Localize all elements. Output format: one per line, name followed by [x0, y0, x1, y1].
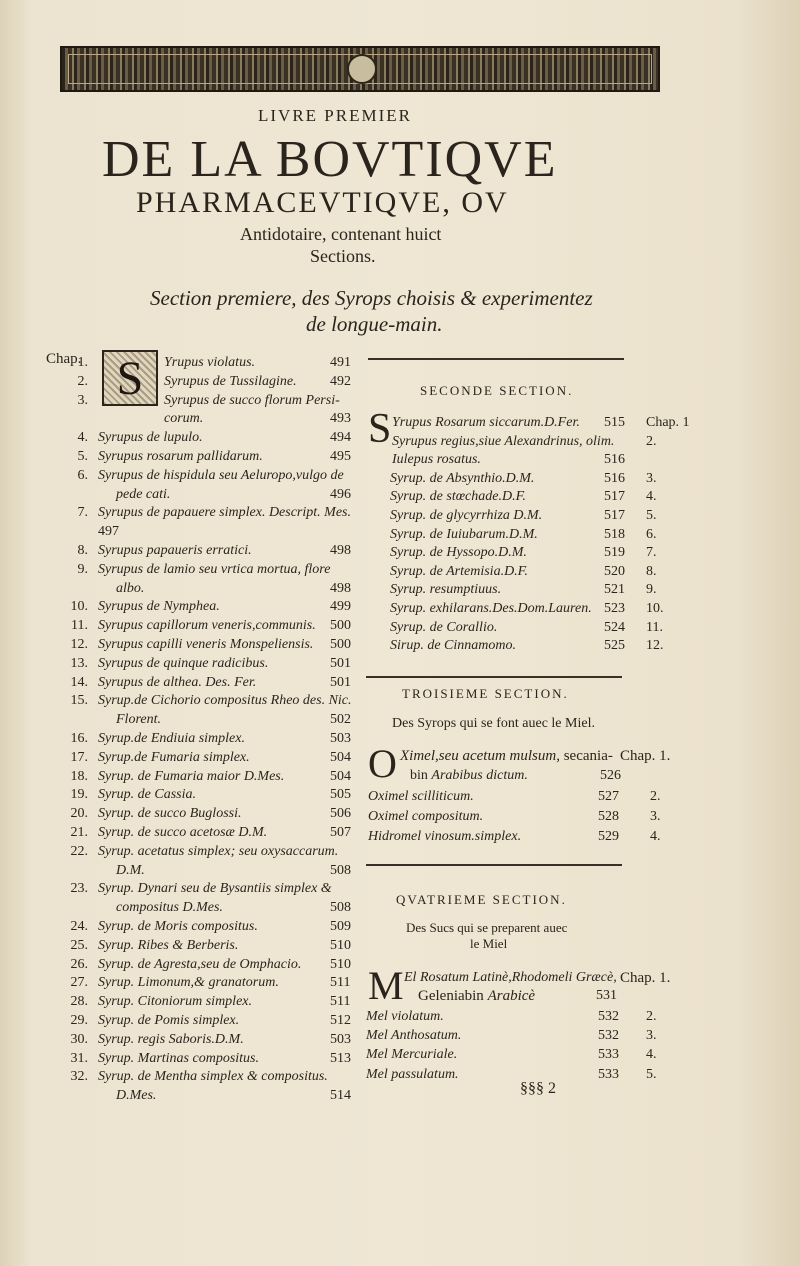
list-item [54, 768, 360, 786]
troisieme-line1-latin: Ximel,seu acetum mulsum, [400, 748, 560, 764]
chapter-number: 4. [646, 1047, 657, 1063]
page-number: 501 [330, 655, 351, 671]
list-item [370, 563, 686, 581]
entry-title: pede cati. [116, 486, 171, 502]
list-item [54, 636, 360, 654]
page-number: 533 [598, 1066, 619, 1082]
list-item [54, 617, 360, 635]
list-item [366, 1008, 682, 1026]
chapter-number: Chap. 1 [646, 415, 690, 430]
drop-cap-o: O [368, 741, 397, 786]
page-number: 498 [330, 580, 351, 596]
chapter-number: 30. [70, 1031, 88, 1047]
chapter-number: 16. [70, 731, 88, 746]
page-number: 519 [604, 545, 625, 561]
list-item [54, 918, 360, 936]
list-item [54, 993, 360, 1011]
list-item [370, 600, 686, 618]
entry-title: Florent. [116, 712, 161, 728]
entry-title: Syrup. de Hyssopo.D.M. [390, 545, 527, 561]
page-number: 529 [598, 829, 619, 844]
page-number: 498 [330, 543, 351, 558]
page-number: 491 [330, 355, 351, 370]
chapter-number: 9. [77, 561, 88, 577]
page-number: 527 [598, 789, 619, 804]
entry-title: Syrupus de lupulo. [98, 430, 203, 446]
page-number: 506 [330, 806, 351, 822]
list-item [54, 956, 360, 974]
chapter-number: 3. [650, 809, 661, 824]
entry-title: Mel passulatum. [366, 1066, 459, 1082]
entry-title: Syrup.de Cichorio compositus Rheo des. Nic. [98, 693, 352, 709]
list-item [54, 561, 360, 579]
entry-title: Mel Anthosatum. [366, 1028, 462, 1044]
quatrieme-subtitle-line2: le Miel [470, 936, 508, 951]
page-number: 520 [604, 563, 625, 579]
list-item [54, 1068, 360, 1086]
entry-title: Yrupus violatus. [164, 355, 256, 370]
list-item [54, 392, 360, 410]
list-item [54, 354, 360, 372]
chapter-number: 3. [77, 392, 88, 408]
chapter-number: 2. [646, 433, 657, 449]
page-number: 523 [604, 601, 625, 616]
chapter-number: 17. [70, 749, 88, 765]
list-item [54, 937, 360, 955]
entry-title: D.M. [116, 862, 145, 878]
list-item [370, 451, 686, 469]
entry-title: Syrup. de succo Buglossi. [98, 806, 242, 822]
entry-title: Syrup. Ribes & Berberis. [98, 937, 239, 953]
entry-title: Syrup. de Artemisia.D.F. [390, 563, 528, 579]
page-number: 517 [604, 489, 625, 505]
list-item [370, 470, 686, 488]
list-item [368, 788, 684, 806]
entry-title: Syrup. Citoniorum simplex. [98, 994, 252, 1010]
chapter-number: 23. [70, 881, 88, 897]
chapter-number: 3. [646, 470, 657, 486]
chapter-number: 19. [70, 787, 88, 803]
entry-title: Syrup. de Corallio. [390, 619, 498, 635]
page-number: 516 [604, 452, 625, 468]
entry-title: compositus D.Mes. [116, 900, 223, 916]
list-item [54, 486, 360, 504]
list-item [370, 507, 686, 525]
page-number: 499 [330, 599, 351, 615]
list-item [54, 655, 360, 673]
page-number: 516 [604, 470, 625, 486]
quatrieme-line1: El Rosatum Latinè,Rhodomeli Græcè, [404, 970, 617, 985]
page-number: 493 [330, 411, 351, 427]
signature-mark: §§§ 2 [520, 1080, 556, 1097]
entry-title: Hidromel vinosum.simplex. [368, 829, 522, 844]
main-title-line4: Sections. [310, 246, 376, 266]
troisieme-line2-roman: bin [410, 768, 432, 783]
page-number: 514 [330, 1088, 351, 1104]
page-number: 492 [330, 373, 351, 389]
chapter-number: 21. [70, 825, 88, 840]
list-item [368, 828, 684, 846]
chapter-number: 8. [646, 563, 657, 579]
list-item [54, 824, 360, 842]
entry-title: Syrupus rosarum pallidarum. [98, 449, 263, 464]
chapter-number: 5. [646, 508, 657, 523]
chapter-number: 2. [650, 789, 661, 804]
chapter-number: 3. [646, 1028, 657, 1044]
divider-rule [366, 676, 622, 678]
chapter-number: 6. [77, 467, 88, 483]
entry-title: Oximel scilliticum. [368, 789, 474, 804]
ornamental-headpiece [60, 46, 660, 92]
entry-title: Oximel compositum. [368, 809, 484, 824]
list-item [54, 504, 360, 522]
entry-title: Syrupus de papauere simplex. Descript. Mes. [98, 505, 351, 521]
main-title-line1: DE LA BOVTIQVE [102, 131, 558, 188]
page-number: 511 [330, 975, 351, 991]
entry-title: Syrupus de quinque radicibus. [98, 655, 269, 671]
entry-title: Sirup. de Cinnamomo. [390, 638, 516, 654]
page-number: 500 [330, 637, 351, 652]
page-number: 528 [598, 809, 619, 824]
entry-title: Syrupus regius,siue Alexandrinus, olim. [392, 433, 615, 449]
page-number: 503 [330, 731, 351, 746]
drop-cap-s-ornament: S [102, 350, 158, 406]
page-number: 513 [330, 1050, 351, 1066]
main-title-line2: PHARMACEVTIQVE, OV [136, 186, 509, 219]
list-item [54, 711, 360, 729]
entry-title: albo. [116, 580, 145, 596]
chapter-number: 2. [646, 1009, 657, 1024]
main-title-line3: Antidotaire, contenant huict [240, 224, 442, 244]
page-number: 512 [330, 1013, 351, 1028]
chapter-number: 26. [70, 956, 88, 972]
entry-title: Syrupus de Nymphea. [98, 599, 220, 615]
page-number: 494 [330, 430, 351, 446]
list-item [366, 1027, 682, 1045]
chapter-number: 24. [70, 919, 88, 934]
chapter-number: 4. [646, 489, 657, 505]
list-item [54, 674, 360, 692]
chapter-number: 7. [77, 505, 88, 521]
list-item [54, 523, 360, 541]
troisieme-chap1: Chap. 1. [620, 748, 671, 764]
chapter-number: 27. [70, 975, 88, 991]
page-number: 505 [330, 787, 351, 803]
list-item [54, 899, 360, 917]
entry-title: Syrupus de succo florum Persi- [164, 392, 340, 408]
list-item [370, 619, 686, 637]
chapter-number: 20. [70, 806, 88, 822]
list-item [54, 749, 360, 767]
list-item [54, 373, 360, 391]
list-item [370, 544, 686, 562]
drop-cap-m: M [368, 963, 404, 1008]
list-item [54, 862, 360, 880]
livre-heading: LIVRE PREMIER [258, 106, 412, 125]
quatrieme-line2-roman: Geleniabin [418, 988, 488, 1004]
page-number: 502 [330, 712, 351, 728]
chapter-number: 18. [70, 768, 88, 784]
entry-title: Syrup. de Iuiubarum.D.M. [390, 526, 538, 542]
chapter-number: 8. [77, 543, 88, 558]
chapter-number: 11. [646, 619, 663, 635]
chapter-number: 28. [70, 994, 88, 1010]
troisieme-line1-roman: secania- [559, 748, 613, 764]
chapter-number: 14. [70, 674, 88, 690]
list-item [54, 429, 360, 447]
page-number: 532 [598, 1028, 619, 1044]
chapter-number: 13. [70, 655, 88, 671]
entry-title: Mel Mercuriale. [366, 1047, 458, 1063]
divider-rule [366, 864, 622, 866]
list-item [54, 580, 360, 598]
chapter-number: 5. [646, 1066, 657, 1082]
page-number: 508 [330, 900, 351, 916]
entry-title: Syrupus de Tussilagine. [164, 373, 297, 389]
list-item [366, 1046, 682, 1064]
list-item [54, 692, 360, 710]
page-number: 510 [330, 956, 351, 972]
chap-label: Chap. [46, 351, 82, 367]
page-number: 507 [330, 825, 351, 840]
chapter-number: 25. [70, 937, 88, 953]
page-number: 525 [604, 638, 625, 654]
entry-title: corum. [164, 411, 204, 427]
chapter-number: 5. [77, 449, 88, 464]
quatrieme-heading: QVATRIEME SECTION. [396, 892, 567, 907]
list-item [370, 488, 686, 506]
list-item [54, 805, 360, 823]
drop-cap-s: S [368, 406, 392, 452]
chapter-number: 10. [70, 599, 88, 615]
entry-title: Syrup. de succo acetosæ D.M. [98, 825, 268, 840]
entry-title: Syrupus de althea. Des. Fer. [98, 674, 257, 690]
troisieme-heading: TROISIEME SECTION. [402, 686, 569, 701]
chapter-number: 12. [70, 637, 88, 652]
list-item [368, 808, 684, 826]
entry-title: Syrup. resumptiuus. [390, 582, 502, 598]
quatrieme-subtitle-line1: Des Sucs qui se preparent auec [406, 920, 568, 935]
chapter-number: 31. [70, 1050, 88, 1066]
chapter-number: 11. [71, 618, 88, 634]
entry-title: Syrupus de hispidula seu Aeluropo,vulgo de [98, 467, 344, 483]
page-number: 501 [330, 674, 351, 690]
list-item [54, 542, 360, 560]
list-item [54, 410, 360, 428]
list-item [370, 526, 686, 544]
troisieme-subtitle: Des Syrops qui se font auec le Miel. [392, 716, 595, 731]
entry-title: Syrup. regis Saboris.D.M. [98, 1031, 244, 1047]
list-item [370, 433, 686, 451]
entry-title: Syrup.de Endiuia simplex. [98, 731, 245, 746]
entry-title: Syrup. Martinas compositus. [98, 1050, 259, 1066]
entry-title: Syrup. Dynari seu de Bysantiis simplex & [98, 881, 332, 897]
list-item [54, 786, 360, 804]
page-number: 515 [604, 415, 625, 430]
quatrieme-chap1: Chap. 1. [620, 970, 671, 986]
chapter-number: 10. [646, 601, 664, 616]
quatrieme-line2-page: 531 [596, 988, 617, 1003]
list-item [54, 467, 360, 485]
chapter-number: 4. [77, 430, 88, 446]
page-number: 509 [330, 919, 351, 934]
chapter-number: 12. [646, 638, 664, 654]
page-number: 524 [604, 619, 625, 635]
section1-heading-line2: de longue-main. [306, 312, 443, 336]
entry-title: Syrupus de lamio seu vrtica mortua, flore [98, 561, 331, 577]
entry-title: Syrup. exhilarans.Des.Dom.Lauren. [390, 601, 592, 616]
list-item [54, 598, 360, 616]
page-number: 504 [330, 749, 351, 765]
list-item [54, 880, 360, 898]
chapter-number: 22. [70, 843, 88, 859]
entry-title: Syrup. de glycyrrhiza D.M. [390, 508, 543, 523]
page-number: 517 [604, 508, 625, 523]
list-item [54, 1031, 360, 1049]
page-number: 533 [598, 1047, 619, 1063]
chapter-number: 6. [646, 526, 657, 542]
entry-title: Mel violatum. [366, 1009, 444, 1024]
page-number: 532 [598, 1009, 619, 1024]
troisieme-line2-latin: Arabibus dictum. [431, 768, 528, 783]
divider-rule [368, 358, 624, 360]
entry-title: Syrup. de Agresta,seu de Omphacio. [98, 956, 302, 972]
page-number: 510 [330, 937, 351, 953]
page-number: 503 [330, 1031, 351, 1047]
entry-title: Syrup.de Fumaria simplex. [98, 749, 250, 765]
face-ornament-icon [347, 54, 377, 84]
list-item [370, 581, 686, 599]
chapter-number: 4. [650, 829, 661, 844]
chapter-number: 15. [70, 693, 88, 709]
list-item [54, 1050, 360, 1068]
entry-title: D.Mes. [116, 1088, 157, 1104]
entry-title: Syrup. de Fumaria maior D.Mes. [98, 768, 285, 784]
page-number: 500 [330, 618, 351, 634]
chapter-number: 2. [77, 373, 88, 389]
troisieme-line2-page: 526 [600, 768, 621, 783]
list-item [370, 414, 690, 432]
entry-title: Syrupus capilli veneris Monspeliensis. [98, 637, 314, 652]
page-number: 518 [604, 526, 625, 542]
entry-title: Syrup. Limonum,& granatorum. [98, 975, 279, 991]
chapter-number: 7. [646, 545, 657, 561]
page-number: 496 [330, 486, 351, 502]
list-item [54, 448, 360, 466]
entry-title: Syrup. de Mentha simplex & compositus. [98, 1069, 328, 1085]
entry-title: Syrup. de Absynthio.D.M. [390, 470, 535, 486]
chapter-number: 9. [646, 582, 657, 598]
entry-title: Syrupus papaueris erratici. [98, 543, 252, 558]
page-number: 504 [330, 768, 351, 784]
list-item [54, 843, 360, 861]
entry-title: Iulepus rosatus. [392, 452, 481, 468]
entry-title: 497 [98, 524, 119, 540]
chapter-number: 29. [70, 1013, 88, 1028]
list-item [54, 1087, 360, 1105]
entry-title: Syrup. de Pomis simplex. [98, 1013, 240, 1028]
list-item [370, 637, 686, 655]
entry-title: Syrup. de Moris compositus. [98, 919, 258, 934]
page-number: 495 [330, 449, 351, 464]
section1-heading-line1: Section premiere, des Syrops choisis & experimentez [150, 286, 593, 310]
entry-title: Syrup. acetatus simplex; seu oxysaccarum. [98, 843, 339, 859]
page-number: 521 [604, 582, 625, 598]
quatrieme-line2-latin: Arabicè [487, 988, 536, 1004]
seconde-heading: SECONDE SECTION. [420, 383, 574, 398]
entry-title: Yrupus Rosarum siccarum.D.Fer. [392, 415, 580, 430]
chapter-number: 32. [70, 1069, 88, 1085]
list-item [54, 730, 360, 748]
list-item [54, 1012, 360, 1030]
entry-title: Syrupus capillorum veneris,communis. [98, 618, 316, 634]
entry-title: Syrup. de stœchade.D.F. [390, 489, 526, 505]
page-number: 511 [330, 994, 351, 1010]
entry-title: Syrup. de Cassia. [98, 787, 196, 803]
chapter-number: 1. [77, 355, 88, 370]
list-item [54, 974, 360, 992]
page-number: 508 [330, 862, 351, 878]
